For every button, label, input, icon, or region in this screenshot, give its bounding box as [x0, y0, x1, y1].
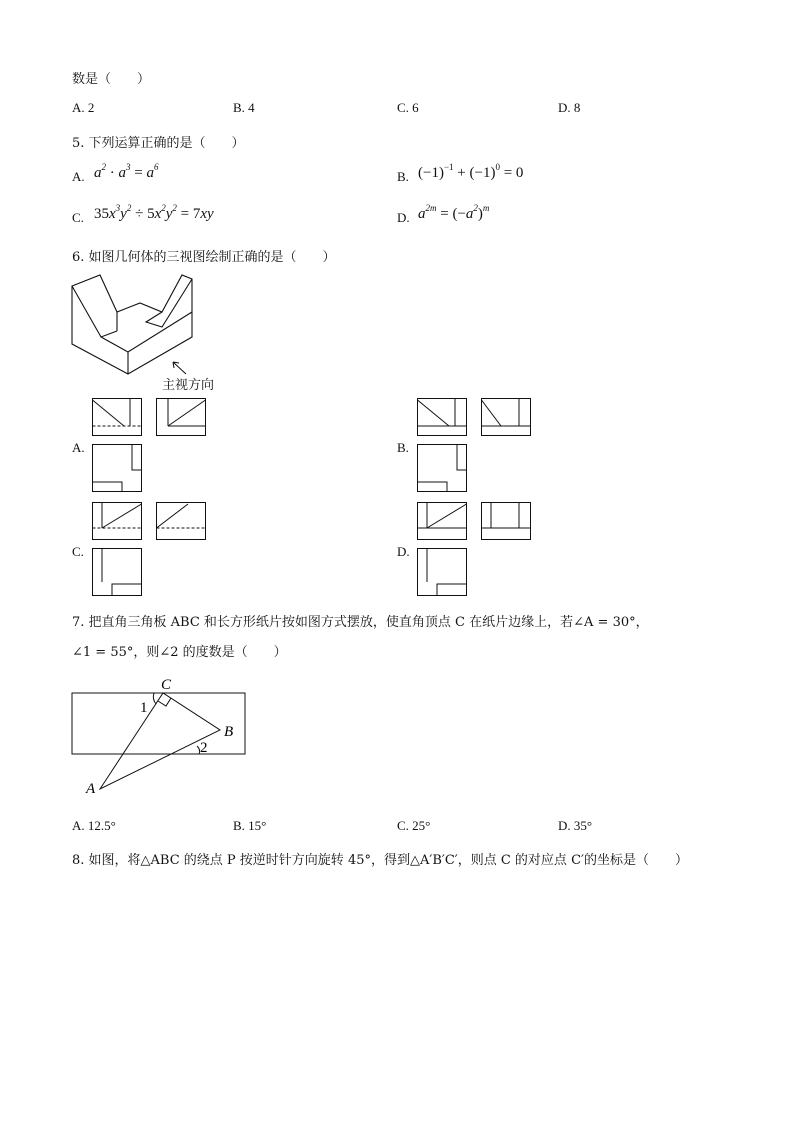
q4-option-d: D. 8 — [558, 100, 581, 115]
q4-option-c: C. 6 — [397, 100, 419, 115]
q6-option-b-letter: B. — [397, 440, 409, 455]
q4-stem-tail: 数是（ ） — [72, 72, 151, 87]
q5-stem: 5. 下列运算正确的是（ ） — [72, 136, 245, 151]
q6-option-d-top-view — [417, 548, 469, 598]
q6-option-c-front-view — [92, 502, 144, 542]
q7-option-d: D. 35° — [558, 818, 593, 833]
q6-caption: 主视方向 — [162, 378, 215, 393]
q4-option-b: B. 4 — [233, 100, 255, 115]
q8-stem: 8. 如图，将△ABC 的绕点 P 按逆时针方向旋转 45°，得到△A′B′C′，则点 C 的对应点 C′的坐标是（ ） — [72, 853, 688, 868]
q7-angle-arc-1 — [153, 693, 156, 704]
q5-option-a-letter: A. — [72, 169, 85, 184]
q5-option-c-formula: $35x^3y^2 \div 5x^2y^2 = 7xy$ — [94, 203, 214, 222]
q7-label-1: 1 — [140, 700, 148, 716]
q7-option-c: C. 25° — [397, 818, 431, 833]
q7-right-angle-mark — [158, 698, 171, 706]
q6-option-d-letter: D. — [397, 544, 410, 559]
q6-option-a-letter: A. — [72, 440, 85, 455]
q7-stem-line2: ∠1 = 55°，则∠2 的度数是（ ） — [72, 645, 287, 660]
q6-stem: 6. 如图几何体的三视图绘制正确的是（ ） — [72, 250, 336, 265]
q5-option-d-letter: D. — [397, 210, 410, 225]
q5-option-d-formula: $a^{2m} = (-a^2)^m$ — [418, 203, 490, 222]
q6-option-a-front-view — [92, 398, 144, 438]
q4-option-a: A. 2 — [72, 100, 95, 115]
q7-label-b: B — [224, 724, 234, 740]
q6-option-a-side-view — [156, 398, 208, 438]
q6-option-b-side-view — [481, 398, 533, 438]
q6-option-c-top-view — [92, 548, 144, 598]
q6-solid-figure — [70, 272, 220, 372]
q6-option-a-top-view — [92, 444, 144, 494]
q7-stem-line1: 7. 把直角三角板 ABC 和长方形纸片按如图方式摆放，使直角顶点 C 在纸片边缘上，若∠A = 30°， — [72, 615, 649, 630]
q7-triangle-rectangle-figure — [70, 672, 270, 802]
q6-option-b-front-view — [417, 398, 469, 438]
q7-option-b: B. 15° — [233, 818, 267, 833]
q5-option-b-formula: $(-1)^{-1} + (-1)^0 = 0$ — [418, 162, 524, 181]
q5-option-a-formula: $a^2 \cdot a^3 = a^6$ — [94, 162, 159, 181]
q6-option-d-side-view — [481, 502, 533, 542]
q6-option-c-letter: C. — [72, 544, 84, 559]
q7-label-c: C — [161, 677, 172, 693]
q7-option-a: A. 12.5° — [72, 818, 116, 833]
q7-paper-rectangle — [72, 693, 245, 754]
q6-option-c-side-view — [156, 502, 208, 542]
q6-option-d-front-view — [417, 502, 469, 542]
q5-option-b-letter: B. — [397, 169, 409, 184]
q7-label-a: A — [86, 781, 96, 797]
q6-option-b-top-view — [417, 444, 469, 494]
q7-label-2: 2 — [200, 740, 208, 756]
q5-option-c-letter: C. — [72, 210, 84, 225]
